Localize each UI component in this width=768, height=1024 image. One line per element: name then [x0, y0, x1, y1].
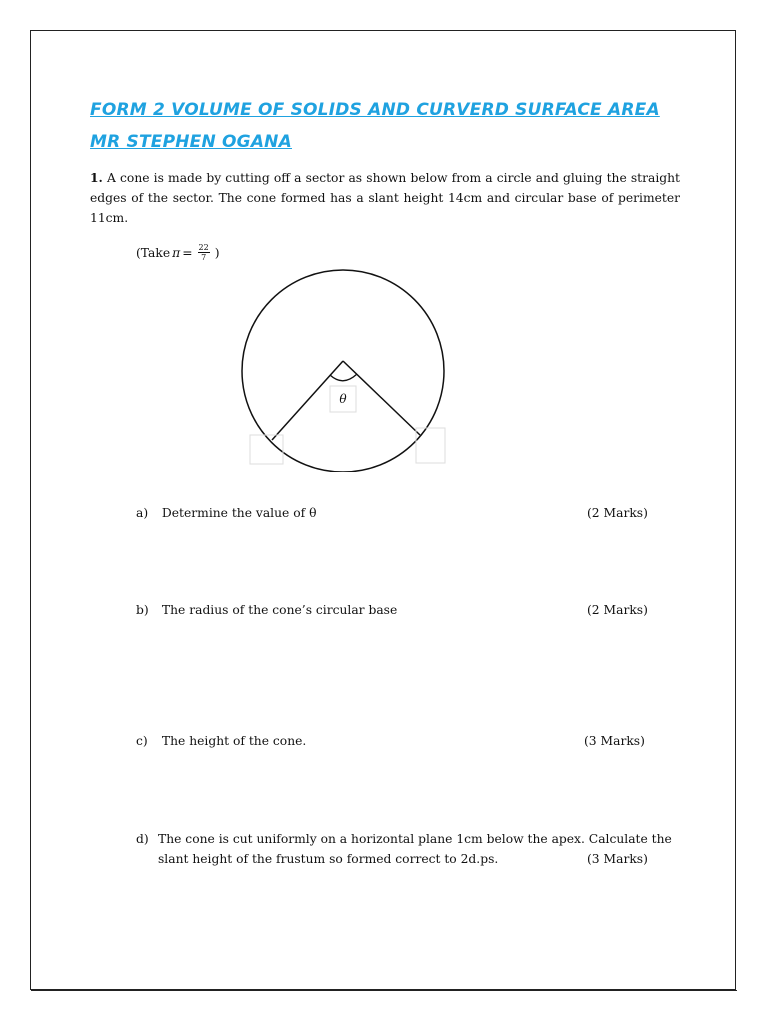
pi-denominator: 7 [201, 253, 207, 262]
sector-edge-right [343, 361, 420, 435]
placeholder-box-right [416, 428, 445, 463]
part-b-text: The radius of the cone’s circular base [161, 603, 398, 617]
pi-approximation [136, 243, 220, 262]
question-1-text [90, 168, 680, 228]
part-c-label: c) [136, 734, 148, 748]
part-b-label: b) [136, 603, 149, 617]
circle-outline [242, 270, 444, 472]
part-d-label: d) [136, 832, 149, 846]
part-c [136, 731, 306, 751]
page-border-bottom-rule [31, 990, 737, 994]
part-c-text: The height of the cone. [161, 734, 307, 748]
part-c-marks: (3 Marks) [584, 734, 645, 748]
pi-symbol: π [172, 245, 181, 260]
part-b [136, 600, 397, 620]
sector-diagram [230, 262, 460, 472]
part-a [136, 503, 317, 523]
worksheet-title: FORM 2 VOLUME OF SOLIDS AND CURVERD SURFACE AREA MR STEPHEN OGANA [90, 100, 660, 152]
placeholder-box-left [250, 435, 283, 464]
pi-fraction [198, 243, 210, 262]
sector-edge-left [272, 361, 343, 440]
question-1-body: A cone is made by cutting off a sector as shown below from a circle and gluing the straight edges of the sector. The cone formed has a slant height 14cm and circular base of perimeter 11cm. [90, 171, 680, 225]
question-1-number: 1. [90, 170, 103, 185]
take-prefix: (Take [136, 245, 171, 260]
equals-sign: = [182, 245, 193, 260]
pi-numerator: 22 [198, 243, 209, 252]
angle-theta-label: θ [339, 392, 347, 406]
part-d-marks: (3 Marks) [587, 852, 648, 866]
part-b-marks: (2 Marks) [587, 603, 648, 617]
part-a-text: Determine the value of θ [161, 506, 317, 520]
part-a-marks: (2 Marks) [587, 506, 648, 520]
part-a-label: a) [136, 506, 149, 520]
take-suffix: ) [214, 245, 220, 260]
part-d-text: The cone is cut uniformly on a horizontal plane 1cm below the apex. Calculate the slant height of the frustum so formed correct to 2d.ps. [158, 832, 672, 866]
angle-arc [330, 374, 357, 381]
